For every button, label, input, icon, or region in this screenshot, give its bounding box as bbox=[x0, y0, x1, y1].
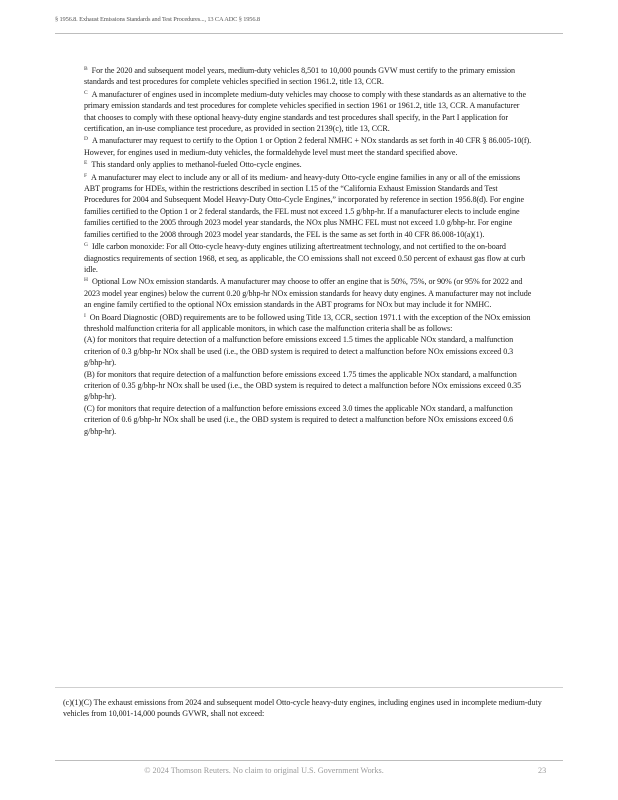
footnote-marker: E bbox=[84, 160, 88, 167]
footnote-b bbox=[84, 64, 532, 88]
page-number: 23 bbox=[538, 766, 547, 775]
copyright-notice: © 2024 Thomson Reuters. No claim to original U.S. Government Works. bbox=[144, 766, 384, 775]
footnote-text: A manufacturer may elect to include any or all of its medium- and heavy-duty Otto-cycle engine families in any or all of the emissions ABT programs for HDEs, within the restrictions described in section I.15 of the “California Exhaust Emission Standards and Test Procedures for 2004 and Subsequent Model Heavy-Duty Otto-Cycle Engines,” incorporated by reference in section 1956.8(d). For engine families certified to the Option 1 or 2 federal standards, the FEL must not exceed 1.5 g/bhp-hr. If a manufacturer elects to include engine families certified to the 2005 through 2023 model year standards, the NOx plus NMHC FEL must not exceed 1.0 g/bhp-hr. For engine families certified to the 2008 through 2023 model year standards, the FEL is the same as set forth in 40 CFR 86.008-10(a)(1). bbox=[84, 172, 525, 239]
footnote-h bbox=[84, 275, 532, 310]
malfunction-criterion-b: (B) for monitors that require detection of a malfunction before emissions exceed 1.75 times the applicable NOx standard, a malfunction criterion of 0.35 g/bhp-hr NOx shall be used (i.e., the OBD system is required to detect a malfunction before NOx emissions exceed 0.35 g/bhp-hr). bbox=[84, 369, 522, 402]
malfunction-criterion-c: (C) for monitors that require detection of a malfunction before emissions exceed 3.0 times the applicable NOx standard, a malfunction criterion of 0.6 g/bhp-hr NOx shall be used (i.e., the OBD system is required to detect a malfunction before NOx emissions exceed 0.6 g/bhp-hr). bbox=[84, 403, 514, 436]
footnote-e bbox=[84, 158, 532, 170]
footnote-text: A manufacturer of engines used in incomplete medium-duty vehicles may choose to comply with these standards as an alternative to the primary emission standards and test procedures for complete vehicles specified in section 1961 or 1961.2, title 13, CCR. A manufacturer that chooses to comply with these optional heavy-duty engine standards and test procedures shall specify, in the Part I application for certification, an in-use compliance test procedure, as provided in section 2139(c), title 13, CCR. bbox=[84, 89, 527, 134]
footer-divider bbox=[55, 760, 563, 761]
footnote-text: A manufacturer may request to certify to the Option 1 or Option 2 federal NMHC + NOx standards as set forth in 40 CFR § 86.005-10(f). However, for engines used in medium-duty vehicles, the formaldehyde level must meet the standard specified above. bbox=[84, 136, 532, 157]
section-divider bbox=[55, 687, 563, 688]
footnote-text: Optional Low NOx emission standards. A manufacturer may choose to offer an engine that is 50%, 75%, or 90% (or 95% for 2022 and 2023 model year engines) below the current 0.20 g/bhp-hr NOx emission standards for heavy duty engines. A manufacturer may not include an engine family certified to the optional NOx emission standards in the ABT programs for NOx but may include it for NMHC. bbox=[84, 277, 532, 310]
footnote-marker: C bbox=[84, 89, 88, 96]
header-divider bbox=[55, 33, 563, 34]
document-citation-header: § 1956.8. Exhaust Emissions Standards and Test Procedures..., 13 CA ADC § 1956.8 bbox=[55, 16, 260, 23]
footnote-g bbox=[84, 240, 532, 275]
footnote-f bbox=[84, 171, 532, 240]
footnote-marker: F bbox=[84, 172, 88, 179]
malfunction-criterion-a: (A) for monitors that require detection of a malfunction before emissions exceed 1.5 times the applicable NOx standard, a malfunction criterion of 0.3 g/bhp-hr NOx shall be used (i.e., the OBD system is required to detect a malfunction before NOx emissions exceed 0.3 g/bhp-hr). bbox=[84, 335, 514, 368]
footnote-text: For the 2020 and subsequent model years, medium-duty vehicles 8,501 to 10,000 pounds GVW must certify to the primary emission standards and test procedures for complete vehicles specified in section 1961.2, title 13, CCR. bbox=[84, 66, 516, 87]
footnote-text: On Board Diagnostic (OBD) requirements are to be followed using Title 13, CCR, section 1971.1 with the exception of the NOx emission threshold malfunction criteria for all applicable monitors, in which case the malfunction criteria shall be as follows: bbox=[84, 312, 531, 333]
footnote-i bbox=[84, 311, 532, 335]
footnote-marker: I bbox=[84, 312, 86, 319]
footnote-text: This standard only applies to methanol-fueled Otto-cycle engines. bbox=[91, 160, 302, 170]
footnote-d bbox=[84, 134, 532, 158]
footnote-marker: B bbox=[84, 66, 88, 72]
footnote-marker: H bbox=[84, 277, 88, 284]
section-c1c-paragraph: (c)(1)(C) The exhaust emissions from 2024 and subsequent model Otto-cycle heavy-duty engines, including engines used in incomplete medium-duty vehicles from 10,001-14,000 pounds GVWR, shall not exceed: bbox=[63, 698, 542, 719]
footnote-c bbox=[84, 88, 532, 135]
footnote-marker: D bbox=[84, 136, 88, 143]
footnotes-section bbox=[84, 64, 532, 437]
footnote-marker: G bbox=[84, 242, 88, 249]
footnote-text: Idle carbon monoxide: For all Otto-cycle heavy-duty engines utilizing aftertreatment technology, and not certified to the on-board diagnostics requirements of section 1968, et seq, as applicable, the CO emissions shall not exceed 0.50 percent of exhaust gas flow at curb idle. bbox=[84, 242, 526, 274]
